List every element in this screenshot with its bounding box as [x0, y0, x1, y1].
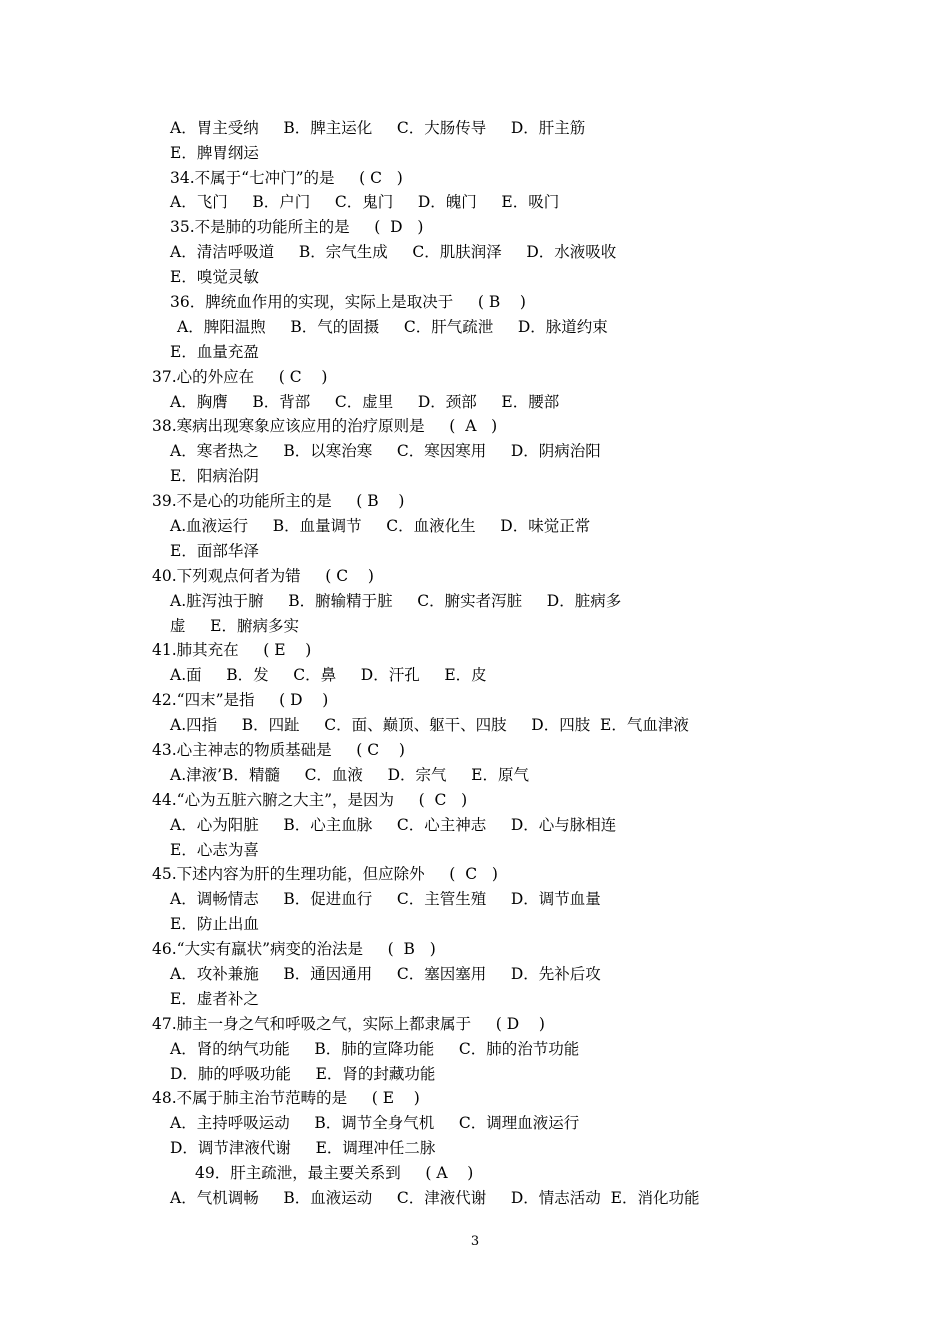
- text-line: E．虚者补之: [170, 990, 259, 1008]
- text-line: 45.下述内容为肝的生理功能，但应除外 ( C ): [152, 865, 498, 883]
- text-line: 46.“大实有羸状”病变的治法是 ( B ): [152, 940, 436, 958]
- text-line: 44.“心为五脏六腑之大主”，是因为 ( C ): [152, 791, 468, 809]
- page-number: 3: [470, 1234, 480, 1249]
- text-line: A．寒者热之 B．以寒治寒 C．寒因寒用 D．阴病治阳: [170, 442, 601, 460]
- text-line: A．飞门 B．户门 C．鬼门 D．魄门 E．吸门: [170, 193, 560, 211]
- text-line: E．阳病治阴: [170, 467, 259, 485]
- text-line: 41.肺其充在 ( E ): [152, 641, 312, 659]
- text-line: 34.不属于“七冲门”的是 ( C ): [170, 169, 403, 187]
- text-line: E．心志为喜: [170, 841, 259, 859]
- text-line: 37.心的外应在 ( C ): [152, 368, 328, 386]
- text-line: A．气机调畅 B．血液运动 C．津液代谢 D．情志活动 E．消化功能: [170, 1189, 700, 1207]
- text-line: A．主持呼吸运动 B．调节全身气机 C．调理血液运行: [170, 1114, 580, 1132]
- text-line: E．脾胃纲运: [170, 144, 259, 162]
- text-line: 35.不是肺的功能所主的是 ( D ): [170, 218, 424, 236]
- text-line: 42.“四末”是指 ( D ): [152, 691, 329, 709]
- text-line: A．心为阳脏 B．心主血脉 C．心主神志 D．心与脉相连: [170, 816, 617, 834]
- text-line: A．调畅情志 B．促进血行 C．主管生殖 D．调节血量: [170, 890, 601, 908]
- text-line: 43.心主神志的物质基础是 ( C ): [152, 741, 405, 759]
- text-line: A.血液运行 B．血量调节 C．血液化生 D．味觉正常: [170, 517, 591, 535]
- text-line: A.面 B．发 C．鼻 D．汗孔 E．皮: [170, 666, 487, 684]
- text-line: E．面部华泽: [170, 542, 259, 560]
- text-line: E．血量充盈: [170, 343, 259, 361]
- text-line: E．防止出血: [170, 915, 259, 933]
- text-line: 38.寒病出现寒象应该应用的治疗原则是 ( A ): [152, 417, 498, 435]
- text-line: D．调节津液代谢 E．调理冲任二脉: [170, 1139, 436, 1157]
- text-line: E．嗅觉灵敏: [170, 268, 259, 286]
- text-line: A．胃主受纳 B．脾主运化 C．大肠传导 D．肝主筋: [170, 119, 586, 137]
- text-line: A．清洁呼吸道 B．宗气生成 C．肌肤润泽 D．水液吸收: [170, 243, 617, 261]
- text-line: 40.下列观点何者为错 ( C ): [152, 567, 374, 585]
- text-line: A.四指 B．四趾 C．面、巅顶、躯干、四肢 D．四肢 E．气血津液: [170, 716, 689, 734]
- text-line: A．攻补兼施 B．通因通用 C．塞因塞用 D．先补后攻: [170, 965, 601, 983]
- text-line: 48.不属于肺主治节范畴的是 ( E ): [152, 1089, 420, 1107]
- text-line: A．脾阳温煦 B．气的固摄 C．肝气疏泄 D．脉道约束: [177, 318, 608, 336]
- text-line: 49．肝主疏泄，最主要关系到 ( A ): [195, 1164, 474, 1182]
- text-line: 虚 E．腑病多实: [170, 617, 299, 635]
- text-line: A.津液’B．精髓 C．血液 D．宗气 E．原气: [170, 766, 529, 784]
- text-line: 39.不是心的功能所主的是 ( B ): [152, 492, 405, 510]
- text-line: 36．脾统血作用的实现，实际上是取决于 ( B ): [170, 293, 526, 311]
- text-line: D．肺的呼吸功能 E．肾的封藏功能: [170, 1065, 436, 1083]
- text-line: A．胸膺 B．背部 C．虚里 D．颈部 E．腰部: [170, 393, 560, 411]
- text-line: A.脏泻浊于腑 B．腑输精于脏 C．腑实者泻脏 D．脏病多: [170, 592, 622, 610]
- text-line: 47.肺主一身之气和呼吸之气，实际上都隶属于 ( D ): [152, 1015, 545, 1033]
- text-line: A．肾的纳气功能 B．肺的宣降功能 C．肺的治节功能: [170, 1040, 580, 1058]
